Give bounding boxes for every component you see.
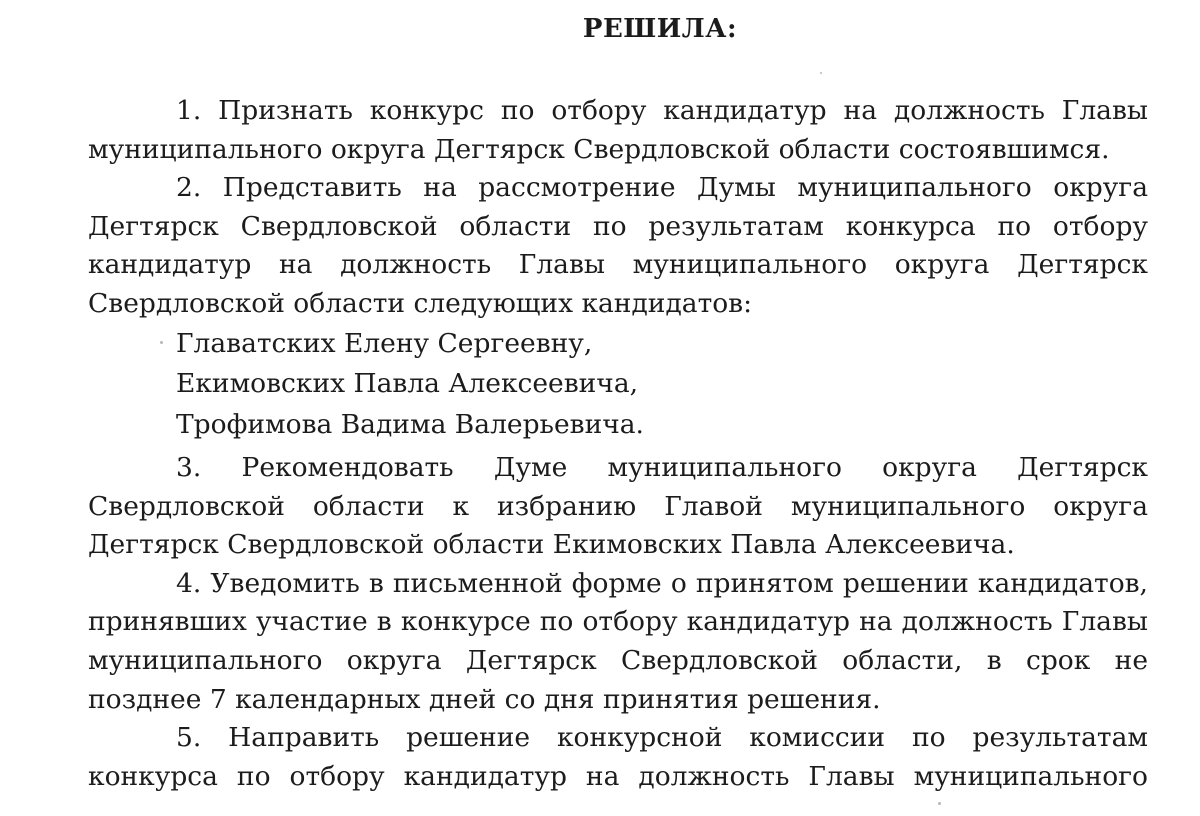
candidate-list (88, 324, 1148, 446)
item-3-paragraph: 3. Рекомендовать Думе муниципального округа Дегтярск Свердловской области к избранию Главой муниципального округа Дегтярск Свердловской области Екимовских Павла Алексеевича. (88, 452, 1148, 561)
candidate-2: Екимовских Павла Алексеевича, (176, 368, 639, 400)
document-body (88, 92, 1148, 796)
item-5-paragraph: 5. Направить решение конкурсной комиссии по результатам конкурса по отбору кандидатур на должность Главы муниципального (88, 722, 1148, 792)
decision-heading: РЕШИЛА: (582, 14, 738, 44)
scan-speck (160, 341, 163, 344)
candidate-3: Трофимова Вадима Валерьевича. (176, 408, 644, 440)
candidate-1: Главатских Елену Сергеевну, (176, 327, 593, 359)
item-4-paragraph: 4. Уведомить в письменной форме о принятом решении кандидатов, принявших участие в конкурсе по отбору кандидатур на должность Главы муниципального округа Дегтярск Свердловской области, в срок не позднее 7 календарных дней со дня принятия решения. (88, 567, 1148, 715)
item-1-paragraph: 1. Признать конкурс по отбору кандидатур на должность Главы муниципального округа Дегтярск Свердловской области состоявшимся. (88, 95, 1148, 165)
scan-speck (938, 802, 941, 805)
item-2-paragraph: 2. Представить на рассмотрение Думы муниципального округа Дегтярск Свердловской области по результатам конкурса по отбору кандидатур на должность Главы муниципального округа Дегтярск Свердловской области следующих кандидатов: (88, 172, 1148, 319)
scan-speck (820, 72, 822, 74)
